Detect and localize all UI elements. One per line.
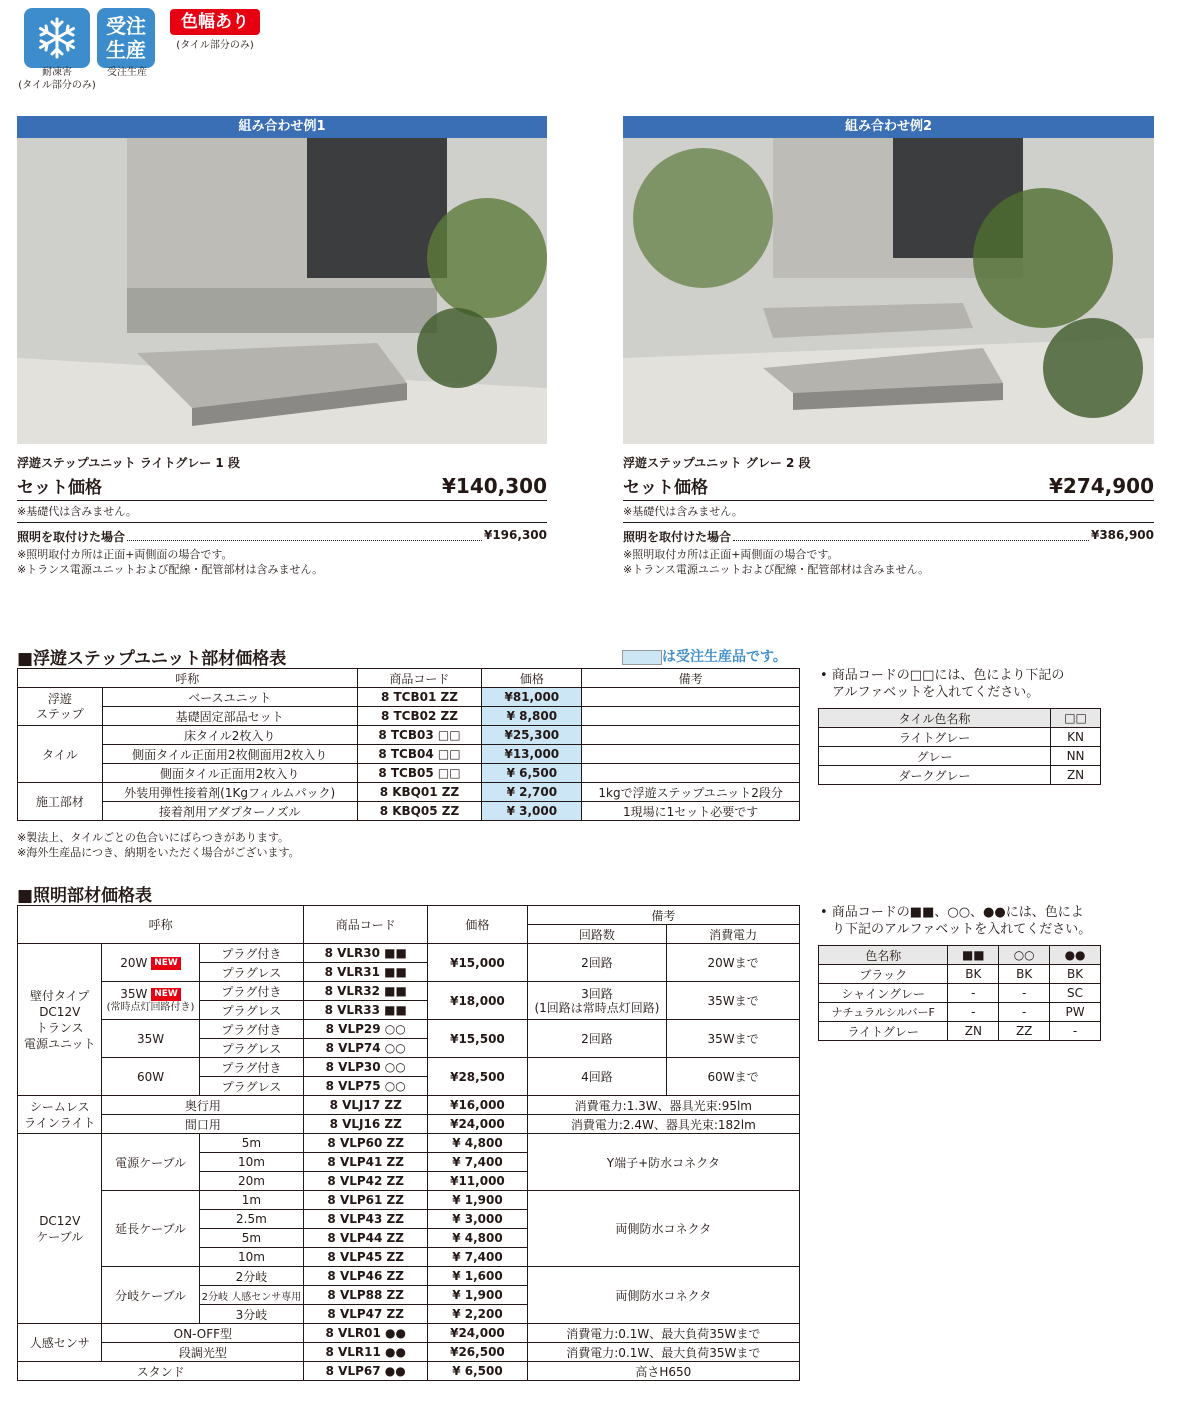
group-cell: 施工部材 — [18, 783, 103, 821]
item-note: Y端子+防水コネクタ — [527, 1134, 799, 1191]
lighting-table-title: ■照明部材価格表 — [17, 886, 153, 906]
col-note: 備考 — [582, 669, 800, 688]
example-photo — [623, 138, 1154, 444]
example-header: 組み合わせ例2 — [623, 116, 1154, 138]
light-color-intro: • 商品コードの■■、○○、●●には、色によ り下記のアルファベットを入れてください。 — [820, 905, 1092, 937]
color-code: - — [948, 1003, 999, 1022]
note: ※照明取付カ所は正面+両側面の場合です。 — [17, 548, 233, 561]
item-name: 段調光型 — [102, 1343, 304, 1362]
item-code: 8 VLR01 ●● — [304, 1324, 428, 1343]
item-price: ¥ 1,600 — [428, 1267, 527, 1286]
table-row — [819, 728, 1101, 747]
made-to-order-badge: 受注 生産 — [97, 8, 155, 68]
item-code: 8 VLR31 ■■ — [304, 963, 428, 982]
item-price: ¥ 3,000 — [482, 802, 582, 821]
color-caption: (タイル部分のみ) — [176, 40, 254, 51]
table-row — [18, 726, 800, 745]
wattage: 35W — [102, 1020, 199, 1058]
table-row — [18, 1267, 800, 1286]
table-row — [18, 1191, 800, 1210]
note: ※基礎代は含みません。 — [623, 505, 743, 518]
wattage: 20W NEW — [102, 944, 199, 982]
item-name: ベースユニット — [102, 688, 357, 707]
item-price: ¥13,000 — [482, 745, 582, 764]
color-name: グレー — [819, 747, 1051, 766]
example-photo — [17, 138, 547, 444]
item-note — [582, 745, 800, 764]
item-name: 側面タイル正面用2枚側面用2枚入り — [102, 745, 357, 764]
item-code: 8 VLJ17 ZZ — [304, 1096, 428, 1115]
item-price: ¥24,000 — [428, 1324, 527, 1343]
color-variation-badge: 色幅あり — [170, 9, 260, 35]
col-price: 価格 — [428, 906, 527, 944]
item-code: 8 VLP45 ZZ — [304, 1248, 428, 1267]
power: 35Wまで — [667, 1020, 800, 1058]
freeze-caption: 耐凍害 (タイル部分のみ) — [18, 67, 96, 91]
item-price: ¥16,000 — [428, 1096, 527, 1115]
table-row — [18, 982, 800, 1001]
item-code: 8 VLR30 ■■ — [304, 944, 428, 963]
table-row — [18, 764, 800, 783]
set-price-label: セット価格 — [17, 478, 102, 498]
color-code: BK — [1050, 965, 1101, 984]
lighting-table — [17, 905, 800, 1381]
set-price: ¥140,300 — [441, 474, 547, 498]
power: 60Wまで — [667, 1058, 800, 1096]
new-badge: NEW — [151, 988, 181, 1001]
item-code: 8 VLP44 ZZ — [304, 1229, 428, 1248]
col-name: 呼称 — [18, 669, 358, 688]
plug-type: プラグレス — [199, 1039, 304, 1058]
note: ※照明取付カ所は正面+両側面の場合です。 — [623, 548, 839, 561]
cable-length: 2分岐 人感センサ専用 — [199, 1286, 304, 1305]
circuits: 4回路 — [527, 1058, 667, 1096]
example-title: 浮遊ステップユニット グレー 2 段 — [623, 456, 811, 470]
light-color-table — [818, 945, 1101, 1041]
light-price-label: 照明を取付けた場合 — [623, 530, 732, 544]
color-code: SC — [1050, 984, 1101, 1003]
item-code: 8 VLP61 ZZ — [304, 1191, 428, 1210]
light-price-label: 照明を取付けた場合 — [17, 530, 126, 544]
item-code: 8 VLJ16 ZZ — [304, 1115, 428, 1134]
table-row — [18, 1058, 800, 1077]
item-price: ¥ 2,200 — [428, 1305, 527, 1324]
parts-table — [17, 668, 800, 821]
item-note: 両側防水コネクタ — [527, 1267, 799, 1324]
item-name: ON-OFF型 — [102, 1324, 304, 1343]
color-code: - — [999, 984, 1050, 1003]
col-color: タイル色名称 — [819, 709, 1051, 728]
freeze-resistant-badge — [24, 8, 90, 68]
table-row — [18, 745, 800, 764]
set-price-label: セット価格 — [623, 478, 708, 498]
item-price: ¥ 1,900 — [428, 1191, 527, 1210]
item-code: 8 VLR11 ●● — [304, 1343, 428, 1362]
color-code: - — [1050, 1022, 1101, 1041]
item-name: 接着剤用アダプターノズル — [102, 802, 357, 821]
set-price: ¥274,900 — [1048, 474, 1154, 498]
color-code: - — [999, 1003, 1050, 1022]
plug-type: プラグレス — [199, 1077, 304, 1096]
col-note: 備考 — [527, 906, 799, 925]
item-name: 床タイル2枚入り — [102, 726, 357, 745]
light-price: ¥196,300 — [483, 528, 547, 542]
plug-type: プラグ付き — [199, 982, 304, 1001]
item-price: ¥15,000 — [428, 944, 527, 982]
item-code: 8 TCB02 ZZ — [357, 707, 482, 726]
color-name: ライトグレー — [819, 1022, 948, 1041]
color-name: ブラック — [819, 965, 948, 984]
item-code: 8 VLP47 ZZ — [304, 1305, 428, 1324]
col-code: 商品コード — [304, 906, 428, 944]
col-power: 消費電力 — [667, 925, 800, 944]
group-cell: タイル — [18, 726, 103, 783]
color-code: KN — [1051, 728, 1101, 747]
table-row — [819, 766, 1101, 785]
item-note: 高さH650 — [527, 1362, 799, 1381]
col-code: 商品コード — [357, 669, 482, 688]
color-code: BK — [948, 965, 999, 984]
table-row — [18, 1362, 800, 1381]
col-circuits: 回路数 — [527, 925, 667, 944]
cable-length: 20m — [199, 1172, 304, 1191]
plug-type: プラグレス — [199, 1001, 304, 1020]
table-row — [18, 688, 800, 707]
item-price: ¥11,000 — [428, 1172, 527, 1191]
plug-type: プラグ付き — [199, 944, 304, 963]
item-price: ¥25,300 — [482, 726, 582, 745]
table-row — [819, 1003, 1101, 1022]
table-row — [819, 747, 1101, 766]
table-row — [819, 984, 1101, 1003]
wattage: 35W NEW (常時点灯回路付き) — [102, 982, 199, 1020]
item-price: ¥ 3,000 — [428, 1210, 527, 1229]
table-row — [18, 1134, 800, 1153]
tile-color-intro: • 商品コードの□□には、色により下記の アルファベットを入れてください。 — [820, 668, 1065, 700]
group-cell: 壁付タイプ DC12V トランス 電源ユニット — [18, 944, 102, 1096]
item-code: 8 KBQ01 ZZ — [357, 783, 482, 802]
item-price: ¥ 2,700 — [482, 783, 582, 802]
parts-note: ※海外生産品につき、納期をいただく場合がございます。 — [17, 846, 300, 859]
example-header: 組み合わせ例1 — [17, 116, 547, 138]
item-price: ¥28,500 — [428, 1058, 527, 1096]
snowflake-icon — [35, 16, 79, 60]
item-note — [582, 707, 800, 726]
color-name: ライトグレー — [819, 728, 1051, 747]
item-code: 8 VLP67 ●● — [304, 1362, 428, 1381]
item-price: ¥ 8,800 — [482, 707, 582, 726]
item-code: 8 VLP75 ○○ — [304, 1077, 428, 1096]
item-code: 8 TCB05 □□ — [357, 764, 482, 783]
item-code: 8 VLR32 ■■ — [304, 982, 428, 1001]
cable-length: 2.5m — [199, 1210, 304, 1229]
color-code: PW — [1050, 1003, 1101, 1022]
power: 20Wまで — [667, 944, 800, 982]
plug-type: プラグ付き — [199, 1058, 304, 1077]
item-price: ¥24,000 — [428, 1115, 527, 1134]
item-name: 基礎固定部品セット — [102, 707, 357, 726]
color-name: シャイングレー — [819, 984, 948, 1003]
item-code: 8 VLP60 ZZ — [304, 1134, 428, 1153]
group-cell: 浮遊 ステップ — [18, 688, 103, 726]
col-code: ○○ — [999, 946, 1050, 965]
item-name: 間口用 — [102, 1115, 304, 1134]
circuits: 3回路 (1回路は常時点灯回路) — [527, 982, 667, 1020]
color-code: ZN — [948, 1022, 999, 1041]
cable-length: 1m — [199, 1191, 304, 1210]
table-row — [18, 944, 800, 963]
plug-type: プラグレス — [199, 963, 304, 982]
item-note: 1現場に1セット必要です — [582, 802, 800, 821]
item-price: ¥81,000 — [482, 688, 582, 707]
color-code: ZZ — [999, 1022, 1050, 1041]
power: 35Wまで — [667, 982, 800, 1020]
item-price: ¥ 6,500 — [428, 1362, 527, 1381]
item-note: 両側防水コネクタ — [527, 1191, 799, 1267]
order-legend — [622, 646, 787, 666]
item-code: 8 VLP74 ○○ — [304, 1039, 428, 1058]
group-cell: 人感センサ — [18, 1324, 102, 1362]
cable-length: 3分岐 — [199, 1305, 304, 1324]
item-price: ¥ 4,800 — [428, 1134, 527, 1153]
col-price: 価格 — [482, 669, 582, 688]
item-name: 外装用弾性接着剤(1Kgフィルムパック) — [102, 783, 357, 802]
parts-note: ※製法上、タイルごとの色合いにばらつきがあります。 — [17, 831, 290, 844]
item-price: ¥ 7,400 — [428, 1153, 527, 1172]
item-code: 8 VLP46 ZZ — [304, 1267, 428, 1286]
item-code: 8 VLP88 ZZ — [304, 1286, 428, 1305]
example-1 — [17, 116, 547, 577]
tile-color-table — [818, 708, 1101, 785]
table-row — [18, 707, 800, 726]
item-note: 消費電力:2.4W、器具光束:182lm — [527, 1115, 799, 1134]
item-code: 8 TCB04 □□ — [357, 745, 482, 764]
light-price: ¥386,900 — [1090, 528, 1154, 542]
item-name: 側面タイル正面用2枚入り — [102, 764, 357, 783]
item-price: ¥ 4,800 — [428, 1229, 527, 1248]
color-name: ダークグレー — [819, 766, 1051, 785]
col-code: □□ — [1051, 709, 1101, 728]
color-code: BK — [999, 965, 1050, 984]
table-row — [819, 1022, 1101, 1041]
table-row — [18, 1020, 800, 1039]
table-row — [18, 1115, 800, 1134]
item-code: 8 KBQ05 ZZ — [357, 802, 482, 821]
cable-length: 10m — [199, 1153, 304, 1172]
item-note: 消費電力:1.3W、器具光束:95lm — [527, 1096, 799, 1115]
color-code: ZN — [1051, 766, 1101, 785]
cable-length: 5m — [199, 1229, 304, 1248]
wattage: 60W — [102, 1058, 199, 1096]
item-code: 8 VLP43 ZZ — [304, 1210, 428, 1229]
item-price: ¥ 1,900 — [428, 1286, 527, 1305]
item-note — [582, 764, 800, 783]
table-row — [18, 1324, 800, 1343]
cable-type: 延長ケーブル — [102, 1191, 199, 1267]
col-name: 呼称 — [18, 906, 304, 944]
cable-length: 2分岐 — [199, 1267, 304, 1286]
color-name: ナチュラルシルバーF — [819, 1003, 948, 1022]
table-row — [18, 1096, 800, 1115]
table-row — [18, 1343, 800, 1362]
col-code: ■■ — [948, 946, 999, 965]
item-note: 消費電力:0.1W、最大負荷35Wまで — [527, 1324, 799, 1343]
color-code: - — [948, 984, 999, 1003]
plug-type: プラグ付き — [199, 1020, 304, 1039]
item-name: スタンド — [18, 1362, 304, 1381]
item-code: 8 VLP41 ZZ — [304, 1153, 428, 1172]
item-code: 8 VLP29 ○○ — [304, 1020, 428, 1039]
cable-length: 5m — [199, 1134, 304, 1153]
cable-type: 分岐ケーブル — [102, 1267, 199, 1324]
group-cell: シームレス ラインライト — [18, 1096, 102, 1134]
item-code: 8 VLP42 ZZ — [304, 1172, 428, 1191]
item-price: ¥18,000 — [428, 982, 527, 1020]
item-price: ¥26,500 — [428, 1343, 527, 1362]
table-row — [18, 802, 800, 821]
item-name: 奥行用 — [102, 1096, 304, 1115]
new-badge: NEW — [151, 957, 181, 970]
col-code: ●● — [1050, 946, 1101, 965]
cable-type: 電源ケーブル — [102, 1134, 199, 1191]
legend-swatch — [622, 650, 662, 665]
parts-table-title: ■浮遊ステップユニット部材価格表 — [17, 649, 287, 669]
circuits: 2回路 — [527, 944, 667, 982]
order-caption: 受注生産 — [107, 67, 147, 78]
group-cell: DC12V ケーブル — [18, 1134, 102, 1324]
item-code: 8 TCB01 ZZ — [357, 688, 482, 707]
item-code: 8 VLP30 ○○ — [304, 1058, 428, 1077]
color-code: NN — [1051, 747, 1101, 766]
item-code: 8 TCB03 □□ — [357, 726, 482, 745]
item-price: ¥15,500 — [428, 1020, 527, 1058]
example-title: 浮遊ステップユニット ライトグレー 1 段 — [17, 456, 240, 470]
table-row — [18, 783, 800, 802]
item-price: ¥ 7,400 — [428, 1248, 527, 1267]
item-note: 消費電力:0.1W、最大負荷35Wまで — [527, 1343, 799, 1362]
cable-length: 10m — [199, 1248, 304, 1267]
item-note — [582, 726, 800, 745]
note: ※基礎代は含みません。 — [17, 505, 137, 518]
item-code: 8 VLR33 ■■ — [304, 1001, 428, 1020]
example-2 — [623, 116, 1154, 577]
note: ※トランス電源ユニットおよび配線・配管部材は含みません。 — [17, 563, 324, 576]
item-price: ¥ 6,500 — [482, 764, 582, 783]
item-note — [582, 688, 800, 707]
item-note: 1kgで浮遊ステップユニット2段分 — [582, 783, 800, 802]
table-row — [819, 965, 1101, 984]
circuits: 2回路 — [527, 1020, 667, 1058]
legend-text: は受注生産品です。 — [662, 649, 787, 665]
note: ※トランス電源ユニットおよび配線・配管部材は含みません。 — [623, 563, 930, 576]
col-color: 色名称 — [819, 946, 948, 965]
